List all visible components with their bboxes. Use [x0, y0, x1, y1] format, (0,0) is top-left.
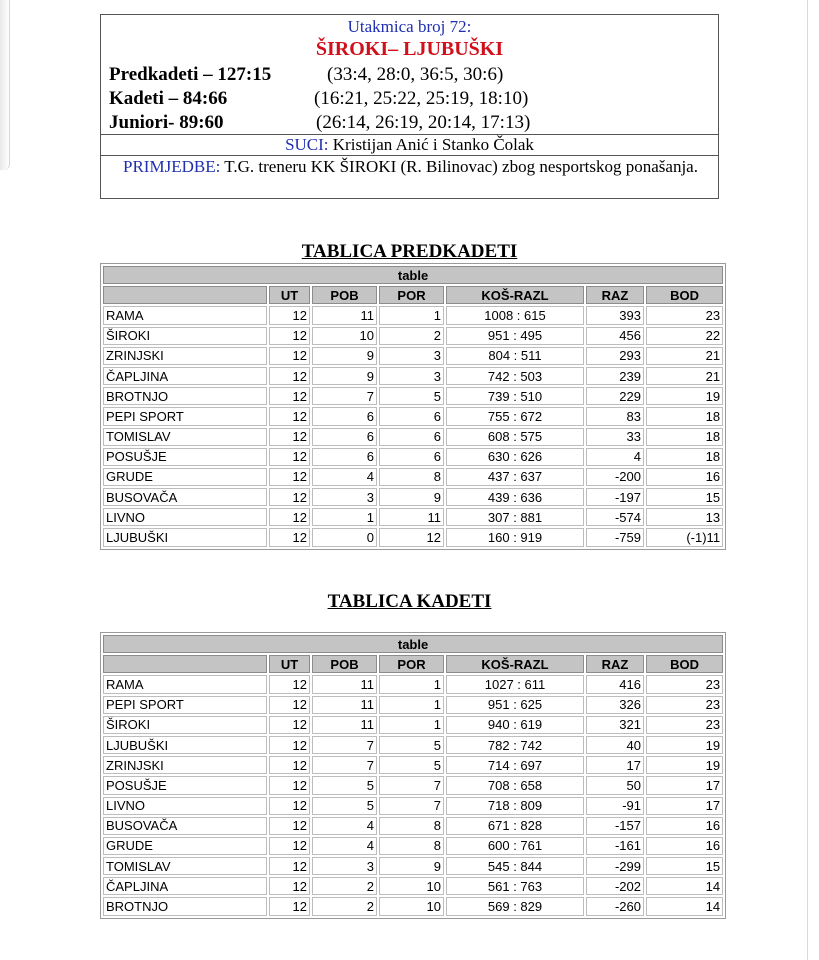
- pob-cell: 10: [312, 327, 377, 345]
- por-cell: 1: [379, 675, 444, 693]
- table-row: [103, 857, 723, 875]
- table-row: [103, 407, 723, 425]
- ut-cell: 12: [269, 367, 310, 385]
- raz-cell: -197: [586, 488, 644, 506]
- table-row: [103, 877, 723, 895]
- por-cell: 8: [379, 817, 444, 835]
- header-raz: RAZ: [586, 286, 644, 304]
- pob-cell: 7: [312, 736, 377, 754]
- page-right-border: [807, 0, 808, 960]
- raz-cell: 416: [586, 675, 644, 693]
- match-number: Utakmica broj 72:: [347, 17, 472, 36]
- table-caption: table: [103, 266, 723, 284]
- raz-cell: -759: [586, 528, 644, 546]
- table-row: [103, 347, 723, 365]
- ut-cell: 12: [269, 508, 310, 526]
- table-row: [103, 428, 723, 446]
- por-cell: 1: [379, 696, 444, 714]
- predkadeti-table: [100, 263, 726, 550]
- kos-razl-cell: 569 : 829: [446, 897, 584, 915]
- kos-razl-cell: 708 : 658: [446, 776, 584, 794]
- bod-cell: 13: [646, 508, 723, 526]
- ut-cell: 12: [269, 407, 310, 425]
- por-cell: 3: [379, 367, 444, 385]
- team-cell: TOMISLAV: [103, 428, 267, 446]
- table-row: [103, 468, 723, 486]
- header-pob: POB: [312, 286, 377, 304]
- ut-cell: 12: [269, 897, 310, 915]
- pob-cell: 6: [312, 448, 377, 466]
- table-row: [103, 448, 723, 466]
- table-row: [103, 756, 723, 774]
- bod-cell: 21: [646, 347, 723, 365]
- header-kos-razl: KOŠ-RAZL: [446, 286, 584, 304]
- table-row: [103, 675, 723, 693]
- ut-cell: 12: [269, 857, 310, 875]
- kos-razl-cell: 439 : 636: [446, 488, 584, 506]
- ut-cell: 12: [269, 448, 310, 466]
- header-kos-razl: KOŠ-RAZL: [446, 655, 584, 673]
- raz-cell: 321: [586, 716, 644, 734]
- header-team: [103, 286, 267, 304]
- por-cell: 6: [379, 407, 444, 425]
- por-cell: 10: [379, 877, 444, 895]
- ut-cell: 12: [269, 675, 310, 693]
- pob-cell: 6: [312, 428, 377, 446]
- team-cell: ŠIROKI: [103, 327, 267, 345]
- header-raz: RAZ: [586, 655, 644, 673]
- pob-cell: 5: [312, 797, 377, 815]
- ut-cell: 12: [269, 756, 310, 774]
- bod-cell: 19: [646, 736, 723, 754]
- bod-cell: 19: [646, 756, 723, 774]
- por-cell: 1: [379, 716, 444, 734]
- por-cell: 7: [379, 797, 444, 815]
- ut-cell: 12: [269, 776, 310, 794]
- ut-cell: 12: [269, 696, 310, 714]
- table-row: [103, 327, 723, 345]
- ut-cell: 12: [269, 877, 310, 895]
- table-row: [103, 508, 723, 526]
- por-cell: 6: [379, 448, 444, 466]
- header-bod: BOD: [646, 286, 723, 304]
- team-cell: GRUDE: [103, 468, 267, 486]
- raz-cell: -200: [586, 468, 644, 486]
- header-por: POR: [379, 286, 444, 304]
- team-cell: LIVNO: [103, 797, 267, 815]
- por-cell: 12: [379, 528, 444, 546]
- raz-cell: 17: [586, 756, 644, 774]
- ut-cell: 12: [269, 468, 310, 486]
- table-row: [103, 897, 723, 915]
- pob-cell: 7: [312, 387, 377, 405]
- team-cell: ŠIROKI: [103, 716, 267, 734]
- bod-cell: 23: [646, 696, 723, 714]
- bod-cell: 17: [646, 776, 723, 794]
- bod-cell: 18: [646, 407, 723, 425]
- raz-cell: 293: [586, 347, 644, 365]
- result-label: Juniori- 89:60: [109, 112, 224, 133]
- predkadeti-rows: [103, 306, 723, 546]
- bod-cell: (-1)11: [646, 528, 723, 546]
- table-row: [103, 817, 723, 835]
- raz-cell: 393: [586, 306, 644, 324]
- pob-cell: 11: [312, 675, 377, 693]
- pob-cell: 4: [312, 817, 377, 835]
- kos-razl-cell: 755 : 672: [446, 407, 584, 425]
- pob-cell: 3: [312, 488, 377, 506]
- team-cell: BUSOVAČA: [103, 488, 267, 506]
- kos-razl-cell: 782 : 742: [446, 736, 584, 754]
- kos-razl-cell: 160 : 919: [446, 528, 584, 546]
- team-cell: POSUŠJE: [103, 448, 267, 466]
- bod-cell: 16: [646, 468, 723, 486]
- pob-cell: 4: [312, 837, 377, 855]
- pob-cell: 11: [312, 696, 377, 714]
- por-cell: 9: [379, 857, 444, 875]
- team-cell: ZRINJSKI: [103, 347, 267, 365]
- kos-razl-cell: 714 : 697: [446, 756, 584, 774]
- raz-cell: -161: [586, 837, 644, 855]
- ut-cell: 12: [269, 817, 310, 835]
- bod-cell: 14: [646, 897, 723, 915]
- por-cell: 9: [379, 488, 444, 506]
- kos-razl-cell: 307 : 881: [446, 508, 584, 526]
- raz-cell: 33: [586, 428, 644, 446]
- team-cell: PEPI SPORT: [103, 696, 267, 714]
- table-row: [103, 367, 723, 385]
- kos-razl-cell: 600 : 761: [446, 837, 584, 855]
- ut-cell: 12: [269, 797, 310, 815]
- team-cell: BUSOVAČA: [103, 817, 267, 835]
- team-cell: POSUŠJE: [103, 776, 267, 794]
- bod-cell: 23: [646, 675, 723, 693]
- bod-cell: 23: [646, 716, 723, 734]
- por-cell: 8: [379, 468, 444, 486]
- table-row: [103, 776, 723, 794]
- pob-cell: 9: [312, 347, 377, 365]
- kadeti-rows: [103, 675, 723, 915]
- predkadeti-title: TABLICA PREDKADETI: [301, 241, 518, 262]
- bod-cell: 15: [646, 857, 723, 875]
- table-row: [103, 306, 723, 324]
- bod-cell: 15: [646, 488, 723, 506]
- team-cell: GRUDE: [103, 837, 267, 855]
- kos-razl-cell: 804 : 511: [446, 347, 584, 365]
- remarks-value: T.G. treneru KK ŠIROKI (R. Bilinovac) zbog nesportskog ponašanja.: [220, 157, 698, 176]
- raz-cell: -260: [586, 897, 644, 915]
- team-cell: ZRINJSKI: [103, 756, 267, 774]
- kos-razl-cell: 951 : 495: [446, 327, 584, 345]
- pob-cell: 11: [312, 716, 377, 734]
- por-cell: 10: [379, 897, 444, 915]
- team-cell: RAMA: [103, 675, 267, 693]
- header-team: [103, 655, 267, 673]
- bod-cell: 18: [646, 428, 723, 446]
- kos-razl-cell: 951 : 625: [446, 696, 584, 714]
- kos-razl-cell: 630 : 626: [446, 448, 584, 466]
- por-cell: 5: [379, 736, 444, 754]
- kos-razl-cell: 608 : 575: [446, 428, 584, 446]
- team-cell: ČAPLJINA: [103, 367, 267, 385]
- por-cell: 5: [379, 756, 444, 774]
- ut-cell: 12: [269, 327, 310, 345]
- team-cell: LIVNO: [103, 508, 267, 526]
- bod-cell: 18: [646, 448, 723, 466]
- raz-cell: 83: [586, 407, 644, 425]
- pob-cell: 9: [312, 367, 377, 385]
- referees-value: Kristijan Anić i Stanko Čolak: [328, 135, 534, 154]
- team-cell: PEPI SPORT: [103, 407, 267, 425]
- page-edge-shadow: [0, 0, 10, 170]
- table-row: [103, 837, 723, 855]
- por-cell: 7: [379, 776, 444, 794]
- bod-cell: 16: [646, 837, 723, 855]
- raz-cell: -202: [586, 877, 644, 895]
- pob-cell: 2: [312, 897, 377, 915]
- kadeti-title: TABLICA KADETI: [327, 591, 492, 612]
- team-cell: RAMA: [103, 306, 267, 324]
- raz-cell: 40: [586, 736, 644, 754]
- ut-cell: 12: [269, 716, 310, 734]
- remarks: [119, 156, 702, 177]
- kos-razl-cell: 437 : 637: [446, 468, 584, 486]
- bod-cell: 19: [646, 387, 723, 405]
- table-caption: table: [103, 635, 723, 653]
- pob-cell: 0: [312, 528, 377, 546]
- por-cell: 1: [379, 306, 444, 324]
- table-row: [103, 797, 723, 815]
- pob-cell: 11: [312, 306, 377, 324]
- kos-razl-cell: 1027 : 611: [446, 675, 584, 693]
- kadeti-table: [100, 632, 726, 919]
- kos-razl-cell: 671 : 828: [446, 817, 584, 835]
- team-cell: BROTNJO: [103, 897, 267, 915]
- result-quarters: (26:14, 26:19, 20:14, 17:13): [316, 112, 531, 133]
- ut-cell: 12: [269, 736, 310, 754]
- match-report-box: [100, 14, 719, 199]
- header-bod: BOD: [646, 655, 723, 673]
- raz-cell: 4: [586, 448, 644, 466]
- result-quarters: (33:4, 28:0, 36:5, 30:6): [327, 64, 504, 85]
- result-label: Kadeti – 84:66: [109, 88, 228, 109]
- team-cell: ČAPLJINA: [103, 877, 267, 895]
- kos-razl-cell: 940 : 619: [446, 716, 584, 734]
- kos-razl-cell: 1008 : 615: [446, 306, 584, 324]
- kos-razl-cell: 718 : 809: [446, 797, 584, 815]
- kos-razl-cell: 545 : 844: [446, 857, 584, 875]
- por-cell: 6: [379, 428, 444, 446]
- kos-razl-cell: 739 : 510: [446, 387, 584, 405]
- table-row: [103, 696, 723, 714]
- match-teams: ŠIROKI– LJUBUŠKI: [315, 38, 504, 60]
- team-cell: TOMISLAV: [103, 857, 267, 875]
- bod-cell: 17: [646, 797, 723, 815]
- ut-cell: 12: [269, 488, 310, 506]
- por-cell: 11: [379, 508, 444, 526]
- pob-cell: 2: [312, 877, 377, 895]
- remarks-label: PRIMJEDBE:: [123, 157, 221, 176]
- result-quarters: (16:21, 25:22, 25:19, 18:10): [314, 88, 529, 109]
- por-cell: 8: [379, 837, 444, 855]
- ut-cell: 12: [269, 347, 310, 365]
- referees-label: SUCI:: [285, 135, 329, 154]
- team-cell: LJUBUŠKI: [103, 528, 267, 546]
- bod-cell: 21: [646, 367, 723, 385]
- ut-cell: 12: [269, 306, 310, 324]
- raz-cell: -574: [586, 508, 644, 526]
- pob-cell: 3: [312, 857, 377, 875]
- header-pob: POB: [312, 655, 377, 673]
- result-label: Predkadeti – 127:15: [109, 64, 272, 85]
- por-cell: 3: [379, 347, 444, 365]
- table-row: [103, 488, 723, 506]
- pob-cell: 4: [312, 468, 377, 486]
- table-row: [103, 736, 723, 754]
- header-por: POR: [379, 655, 444, 673]
- table-row: [103, 716, 723, 734]
- por-cell: 2: [379, 327, 444, 345]
- kos-razl-cell: 742 : 503: [446, 367, 584, 385]
- bod-cell: 14: [646, 877, 723, 895]
- ut-cell: 12: [269, 387, 310, 405]
- kos-razl-cell: 561 : 763: [446, 877, 584, 895]
- referees-line: [101, 135, 718, 155]
- team-cell: LJUBUŠKI: [103, 736, 267, 754]
- raz-cell: 50: [586, 776, 644, 794]
- table-row: [103, 528, 723, 546]
- raz-cell: 456: [586, 327, 644, 345]
- raz-cell: -157: [586, 817, 644, 835]
- raz-cell: -299: [586, 857, 644, 875]
- team-cell: BROTNJO: [103, 387, 267, 405]
- por-cell: 5: [379, 387, 444, 405]
- table-row: [103, 387, 723, 405]
- ut-cell: 12: [269, 837, 310, 855]
- bod-cell: 23: [646, 306, 723, 324]
- bod-cell: 22: [646, 327, 723, 345]
- ut-cell: 12: [269, 428, 310, 446]
- ut-cell: 12: [269, 528, 310, 546]
- bod-cell: 16: [646, 817, 723, 835]
- pob-cell: 6: [312, 407, 377, 425]
- raz-cell: 229: [586, 387, 644, 405]
- raz-cell: -91: [586, 797, 644, 815]
- raz-cell: 326: [586, 696, 644, 714]
- header-ut: UT: [269, 655, 310, 673]
- pob-cell: 7: [312, 756, 377, 774]
- raz-cell: 239: [586, 367, 644, 385]
- pob-cell: 1: [312, 508, 377, 526]
- header-ut: UT: [269, 286, 310, 304]
- pob-cell: 5: [312, 776, 377, 794]
